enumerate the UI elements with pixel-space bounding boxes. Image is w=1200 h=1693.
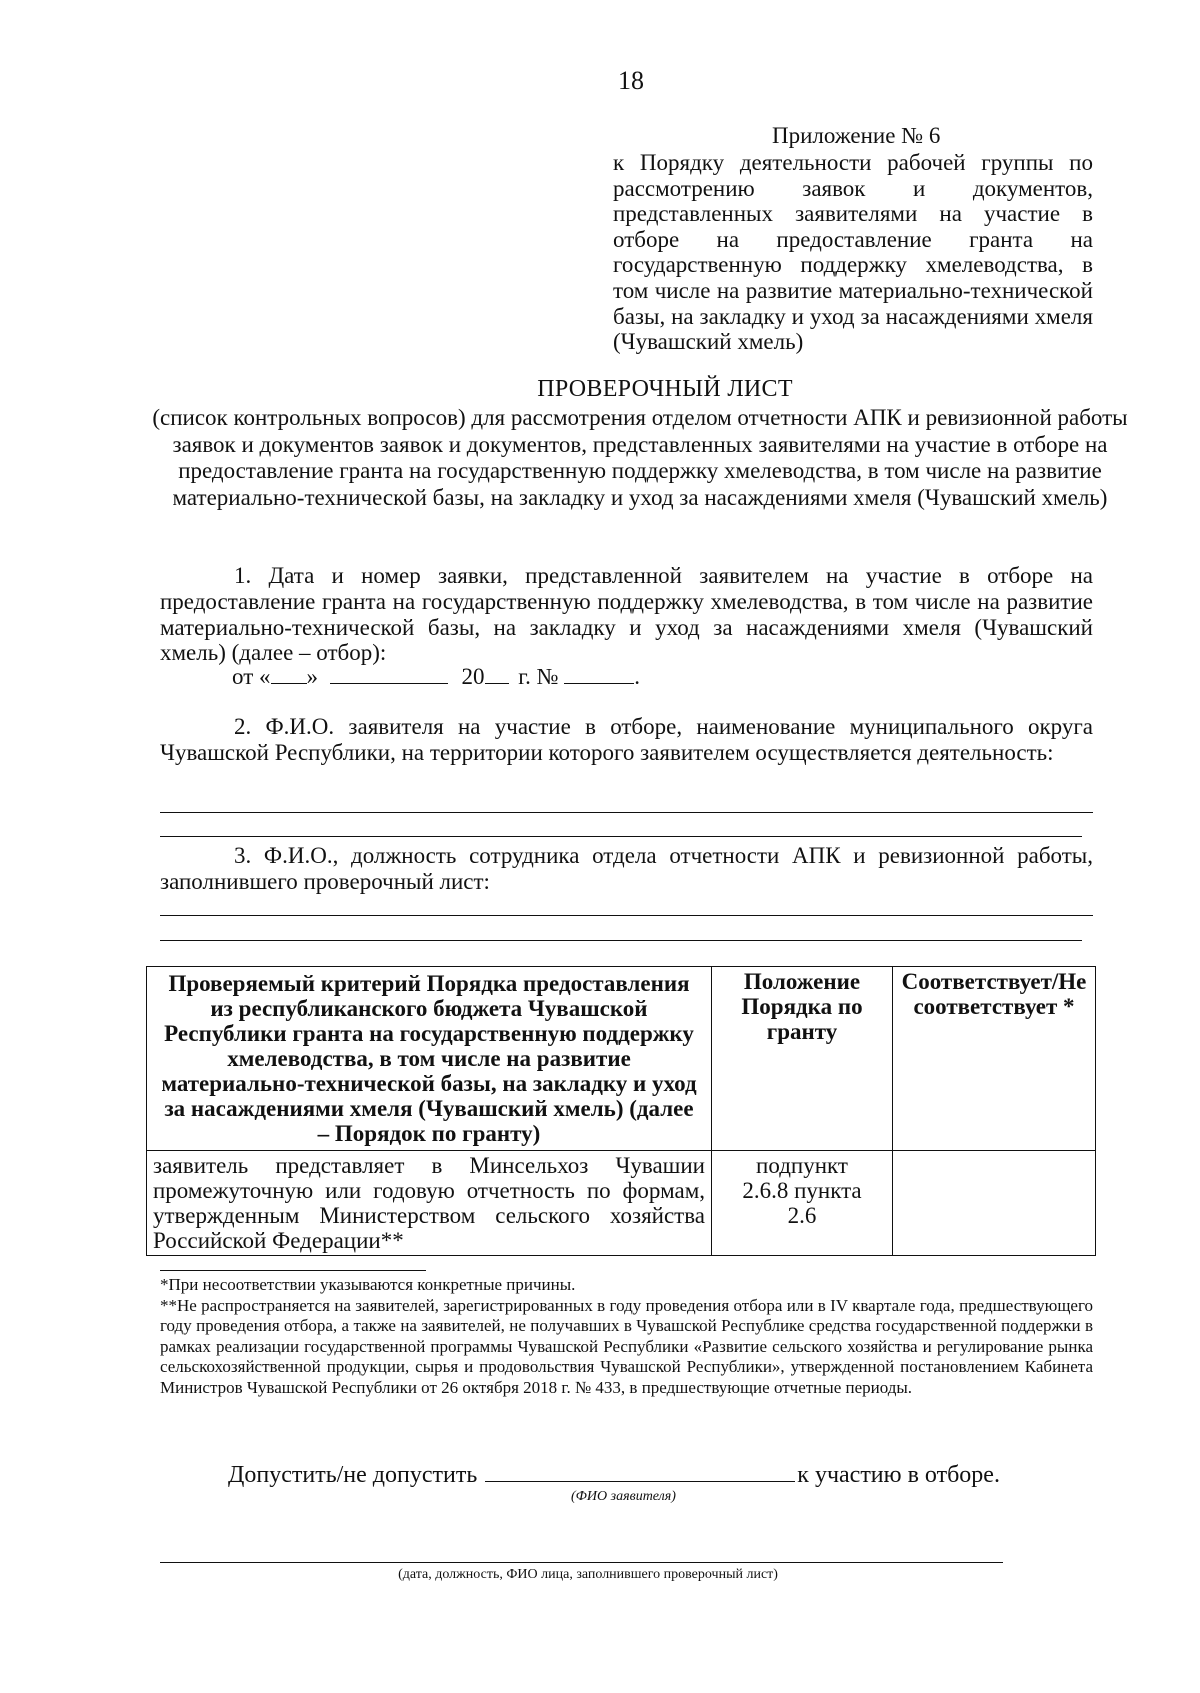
applicant-line-1[interactable] (160, 812, 1093, 813)
table-row (147, 1151, 1096, 1256)
signature-line[interactable] (160, 1562, 1003, 1563)
item-2-text: 2. Ф.И.О. заявителя на участие в отборе, наименование муниципального округа Чувашской Республики, на территории которого заявителем осуществляется деятельность: (160, 714, 1093, 765)
day-field[interactable] (271, 665, 307, 684)
criterion-cell: заявитель представляет в Минсельхоз Чувашии промежуточную или годовую отчетность по формам, утвержденным Министерством сельского хозяйства Российской Федерации** (147, 1151, 712, 1256)
year-field[interactable] (485, 665, 509, 684)
table-header-row (147, 967, 1096, 1151)
footnote-2: **Не распространяется на заявителей, зарегистрированных в году проведения отбора или в IV квартале года, предшествующего году проведения отбора, а также на заявителей, не получавших в Чувашской Республике средства государственной поддержки в рамках реализации государственной программы Чувашской Республики «Развитие сельского хозяйства и регулирование рынка сельскохозяйственной продукции, сырья и продовольствия Чувашской Республики», утвержденной постановлением Кабинета Министров Чувашской Республики от 26 октября 2018 г. № 433, в предшествующие отчетные периоды. (160, 1295, 1093, 1397)
footnote-1: *При несоответствии указываются конкретные причины. (160, 1275, 576, 1294)
page-number: 18 (618, 66, 644, 95)
month-field[interactable] (330, 665, 448, 684)
applicant-line-2[interactable] (160, 836, 1082, 837)
fio-caption: (ФИО заявителя) (571, 1489, 676, 1504)
item-1-text: 1. Дата и номер заявки, представленной заявителем на участие в отборе на предоставление гранта на государственную поддержку хмелеводства, в том числе на развитие материально-технической базы, на закладку и уход за насаждениями хмеля (Чувашский хмель) (далее – отбор): (160, 563, 1093, 666)
footnote-separator (160, 1270, 426, 1271)
number-label: г. № (518, 664, 559, 689)
year-prefix: 20 (461, 664, 485, 689)
appendix-title: Приложение № 6 (772, 123, 941, 148)
signature-caption: (дата, должность, ФИО лица, заполнившего проверочный лист) (398, 1567, 778, 1582)
participation-label: к участию в отборе. (797, 1462, 1000, 1488)
signature-row (228, 1461, 1000, 1489)
date-row-end: . (634, 664, 641, 689)
applicant-fio-field[interactable] (485, 1461, 795, 1482)
document-subtitle: (список контрольных вопросов) для рассмотрения отделом отчетности АПК и ревизионной работы заявок и документов заявок и документов, представленных заявителями на участие в отборе на предоставление гранта на государственную поддержку хмелеводства, в том числе на развитие материально-технической базы, на закладку и уход за насаждениями хмеля (Чувашский хмель) (152, 405, 1128, 510)
header-provision: Положение Порядка по гранту (712, 967, 893, 1151)
application-number-field[interactable] (564, 665, 634, 684)
item-3-text: 3. Ф.И.О., должность сотрудника отдела отчетности АПК и ревизионной работы, заполнившего проверочный лист: (160, 843, 1093, 894)
date-mid: » (306, 664, 318, 689)
provision-cell: подпункт 2.6.8 пункта 2.6 (712, 1151, 893, 1256)
document-title: ПРОВЕРОЧНЫЙ ЛИСТ (537, 376, 793, 402)
header-status: Соответствует/Не соответствует * (893, 967, 1096, 1151)
footnotes (160, 1275, 1093, 1398)
employee-line-1[interactable] (160, 915, 1093, 916)
employee-line-2[interactable] (160, 940, 1082, 941)
header-criterion: Проверяемый критерий Порядка предоставления из республиканского бюджета Чувашской Республики гранта на государственную поддержку хмелеводства, в том числе на развитие материально-технической базы, на закладку и уход за насаждениями хмеля (Чувашский хмель) (далее – Порядок по гранту) (147, 967, 712, 1151)
admit-label: Допустить/не допустить (228, 1462, 478, 1488)
application-date-row (232, 664, 640, 690)
date-prefix: от « (232, 664, 271, 689)
status-cell[interactable] (893, 1151, 1096, 1256)
appendix-text: к Порядку деятельности рабочей группы по рассмотрению заявок и документов, представленных заявителями на участие в отборе на предоставление гранта на государственную поддержку хмелеводства, в том числе на развитие материально-технической базы, на закладку и уход за насаждениями хмеля (Чувашский хмель) (613, 150, 1093, 355)
criteria-table (146, 966, 1096, 1256)
